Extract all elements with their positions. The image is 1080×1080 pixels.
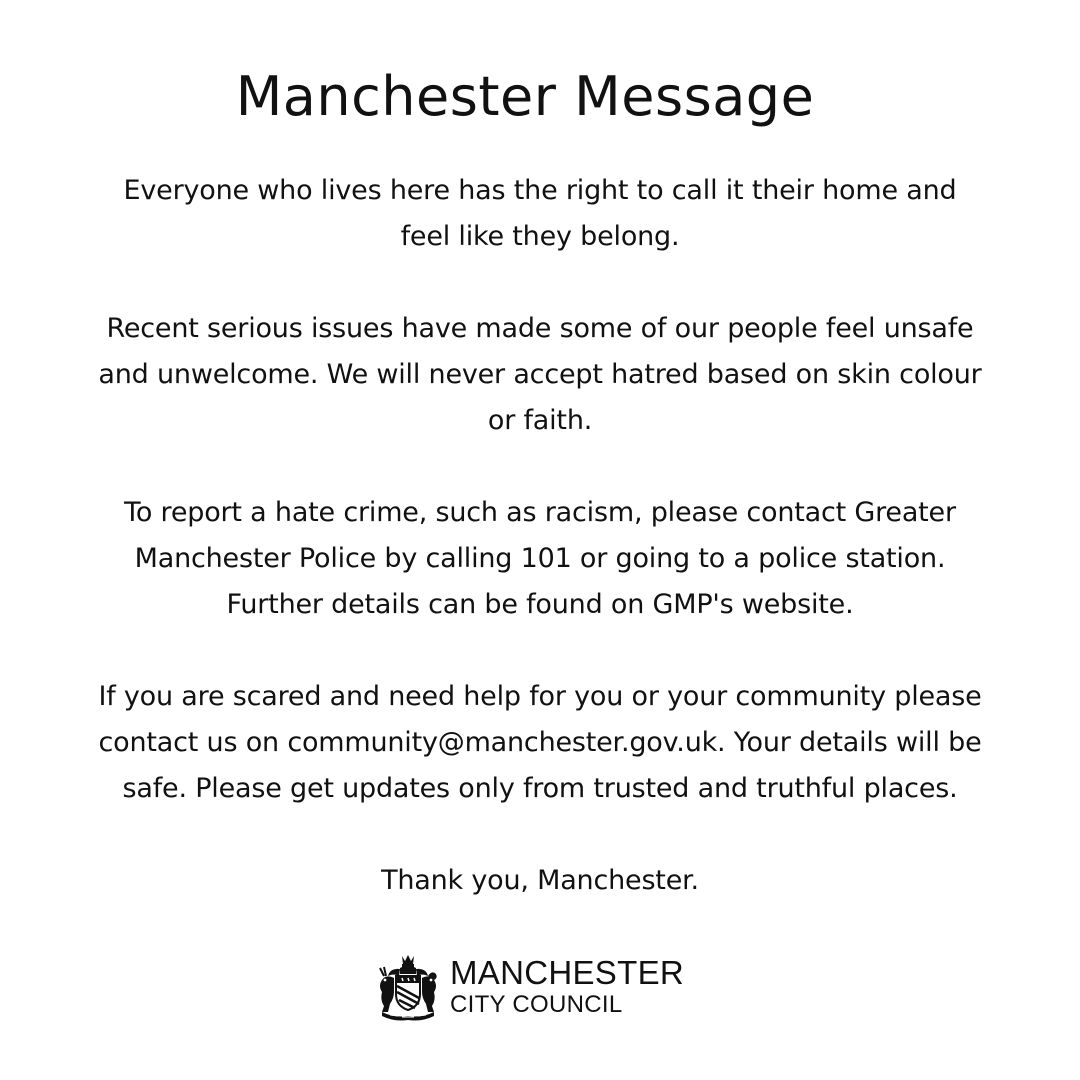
paragraph-line: and unwelcome. We will never accept hatred based on skin colour (98, 359, 982, 390)
manchester-city-council-logo (372, 952, 684, 1022)
paragraph-line: Further details can be found on GMP's website. (226, 589, 854, 620)
paragraph-report-hate-crime (40, 490, 1040, 628)
paragraph-line: Manchester Police by calling 101 or going to a police station. (134, 543, 946, 574)
paragraph-line: To report a hate crime, such as racism, please contact Greater (124, 497, 956, 528)
paragraph-line: Thank you, Manchester. (381, 865, 699, 896)
paragraph-thank-you (40, 858, 1040, 904)
paragraph-line: safe. Please get updates only from trusted and truthful places. (122, 773, 958, 804)
logo-wordmark (450, 955, 684, 1019)
paragraph-line: or faith. (487, 405, 593, 436)
paragraph-line: If you are scared and need help for you or your community please (98, 681, 982, 712)
paragraph-line: Everyone who lives here has the right to call it their home and (123, 175, 957, 206)
paragraph-unwelcome (40, 306, 1040, 444)
page-title: Manchester Message (235, 65, 815, 128)
paragraph-line: Recent serious issues have made some of our people feel unsafe (106, 313, 974, 344)
logo-manchester: MANCHESTER (450, 954, 685, 991)
paragraph-line: feel like they belong. (400, 221, 680, 252)
paragraph-contact-help (40, 674, 1040, 812)
coat-of-arms-icon (372, 952, 444, 1022)
logo-city-council: CITY COUNCIL (450, 991, 623, 1018)
paragraph-belonging (40, 168, 1040, 260)
paragraph-line: contact us on community@manchester.gov.uk. Your details will be (98, 727, 982, 758)
